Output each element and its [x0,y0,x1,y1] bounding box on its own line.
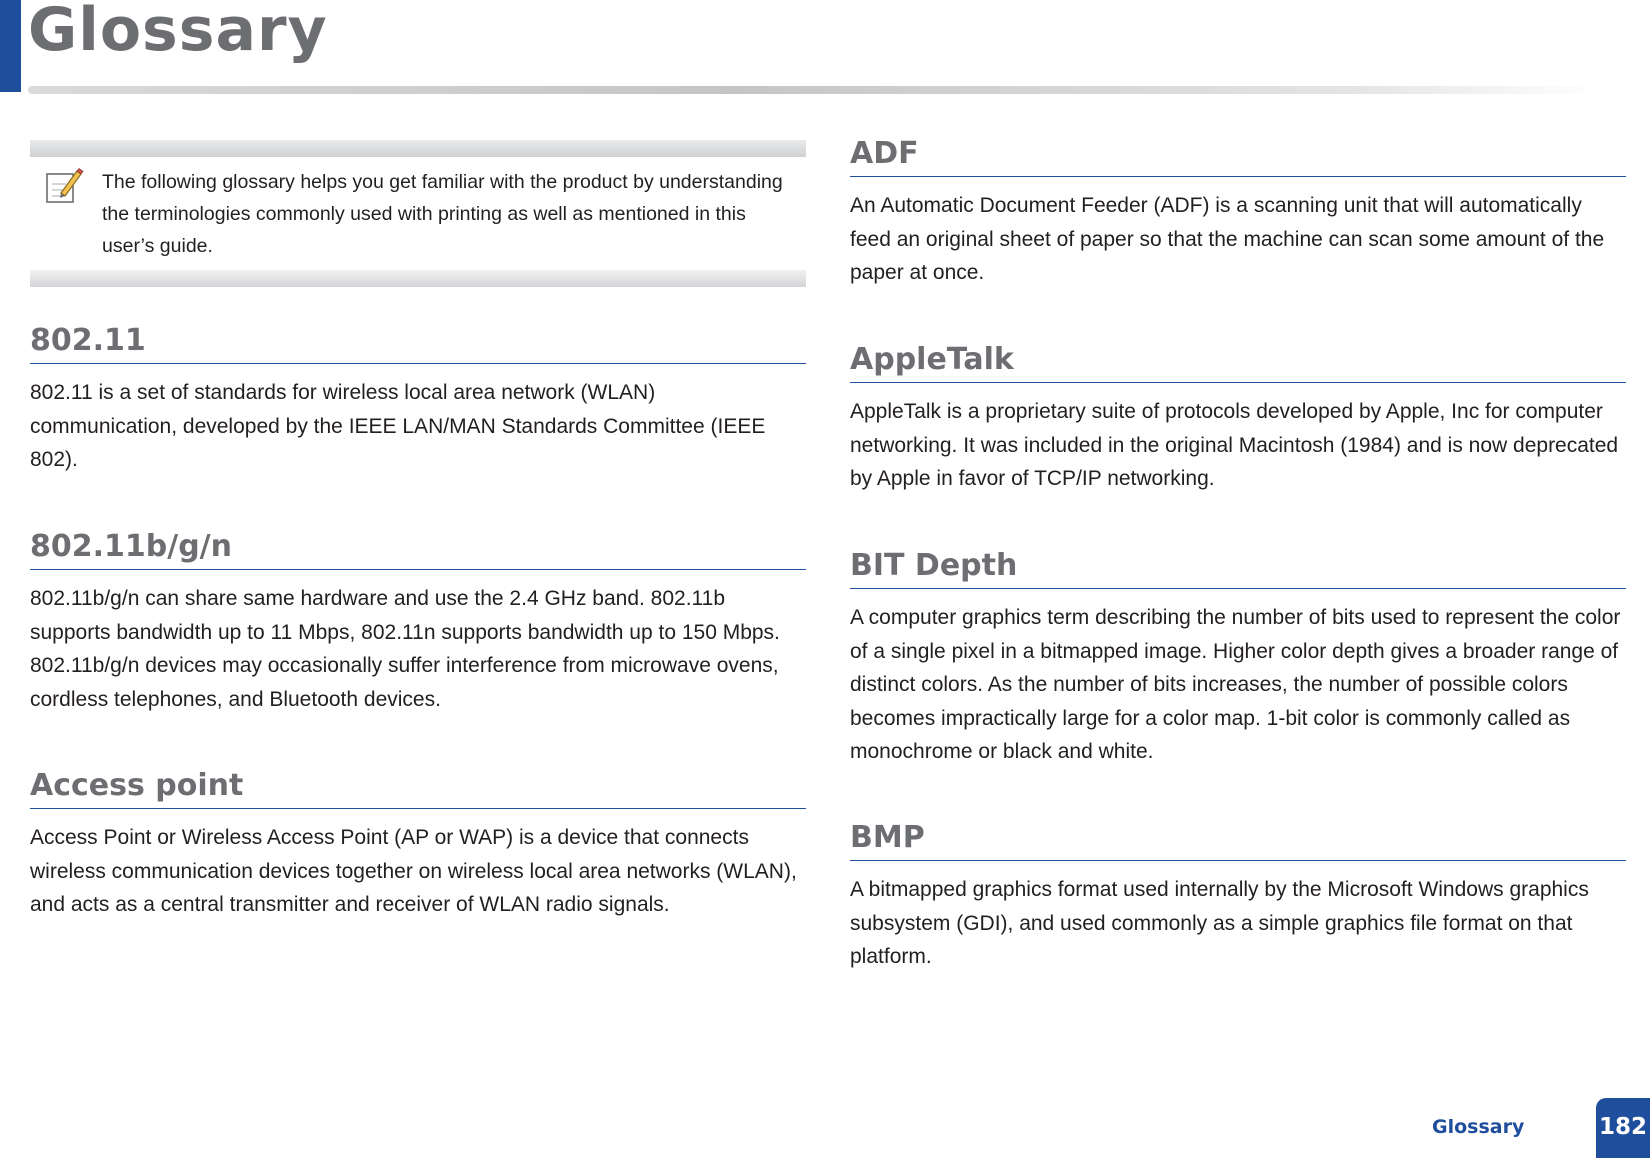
page-number-badge: 182 [1596,1098,1650,1158]
note-pencil-icon [44,166,84,206]
entry-definition: 802.11b/g/n can share same hardware and use the 2.4 GHz band. 802.11b supports bandwidth up to 11 Mbps, 802.11n supports bandwidth up to 150 Mbps. 802.11b/g/n devices may occasionally suffer interference from microwave ovens, cordless telephones, and Bluetooth devices. [30,587,780,711]
entry-definition: An Automatic Document Feeder (ADF) is a scanning unit that will automatically feed an original sheet of paper so that the machine can scan some amount of the paper at once. [850,194,1605,284]
glossary-entry-802-11 [30,321,806,477]
glossary-entry-bit-depth [850,546,1626,769]
glossary-entry-appletalk [850,340,1626,496]
entry-definition: AppleTalk is a proprietary suite of protocols developed by Apple, Inc for computer networking. It was included in the original Macintosh (1984) and is now deprecated by Apple in favor of TCP/IP networking. [850,400,1619,490]
entry-definition: Access Point or Wireless Access Point (AP or WAP) is a device that connects wireless communication devices together on wireless local area networks (WLAN), and acts as a central transmitter and receiver of WLAN radio signals. [30,826,797,916]
entry-term: BIT Depth [850,546,1626,589]
entry-term: AppleTalk [850,340,1626,383]
glossary-entry-bmp [850,818,1626,974]
note-bottom-band [30,270,806,287]
entry-term: BMP [850,818,1626,861]
note-top-band [30,140,806,157]
header-accent-bar [0,0,21,92]
note-text: The following glossary helps you get familiar with the product by understanding the terminologies commonly used with printing as well as mentioned in this user’s guide. [102,171,783,257]
entry-definition: 802.11 is a set of standards for wireless local area network (WLAN) communication, developed by the IEEE LAN/MAN Standards Committee (IEEE 802). [30,381,766,471]
entry-term: Access point [30,766,806,809]
glossary-entry-adf [850,134,1626,290]
note-callout [30,140,806,288]
page-title: Glossary [28,0,328,65]
footer-section-label: Glossary [1432,1116,1525,1138]
glossary-entry-802-11bgn [30,527,806,716]
entry-term: 802.11 [30,321,806,364]
entry-definition: A bitmapped graphics format used internally by the Microsoft Windows graphics subsystem (GDI), and used commonly as a simple graphics file format on that platform. [850,878,1589,968]
glossary-entry-access-point [30,766,806,922]
entry-term: 802.11b/g/n [30,527,806,570]
entry-definition: A computer graphics term describing the number of bits used to represent the color of a single pixel in a bitmapped image. Higher color depth gives a broader range of distinct colors. As the number of bits increases, the number of possible colors becomes impractically large for a color map. 1-bit color is commonly called as monochrome or black and white. [850,606,1621,763]
title-divider [28,86,1598,94]
entry-term: ADF [850,134,1626,177]
